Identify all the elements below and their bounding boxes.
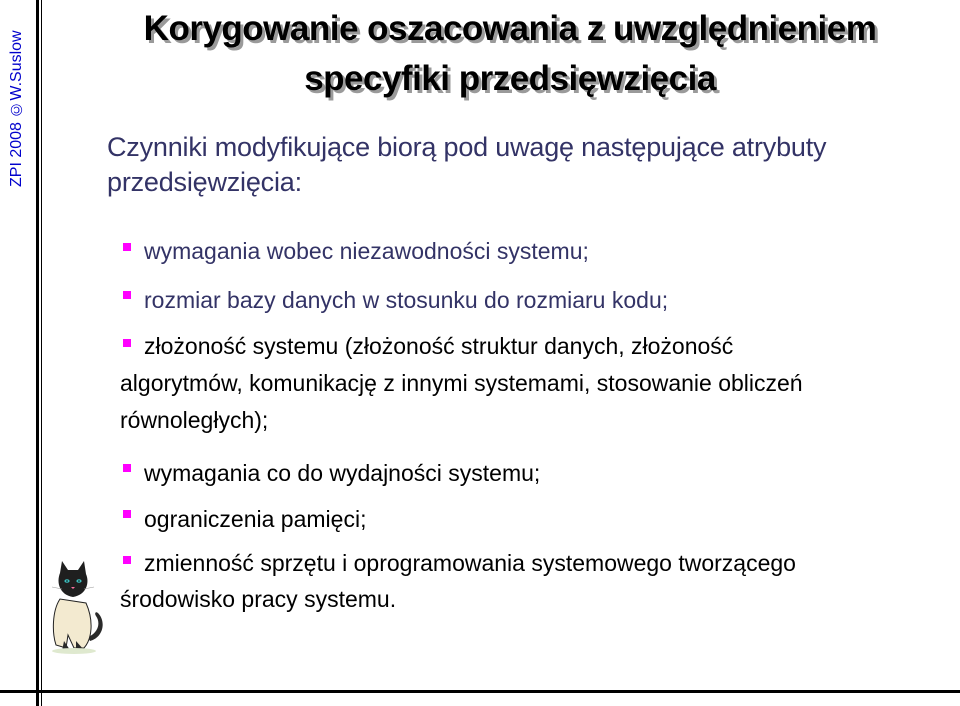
- bullet-item: [120, 328, 950, 439]
- bullet-text: [120, 328, 950, 439]
- bullet-list: [120, 232, 950, 617]
- left-rule: [36, 0, 39, 706]
- bullet-text-line-3: równoległych);: [120, 407, 269, 433]
- slide-title: [100, 4, 920, 104]
- bullet-square-icon: [123, 556, 131, 564]
- title-line-2: specyfiki przedsięwzięcia: [304, 59, 716, 98]
- bullet-text-line-1: złożoność systemu (złożoność struktur danych, złożoność: [144, 333, 734, 359]
- side-label: ZPI 2008 ©W.Suslow: [8, 30, 25, 188]
- bullet-item: [120, 280, 950, 320]
- bullet-item: [120, 499, 950, 539]
- bullet-text-line-1: zmienność sprzętu i oprogramowania systemowego tworzącego: [144, 550, 796, 576]
- left-rule-thin: [41, 0, 42, 706]
- bottom-rule: [0, 690, 960, 693]
- bullet-text: rozmiar bazy danych w stosunku do rozmiaru kodu;: [144, 287, 669, 313]
- bullet-square-icon: [123, 291, 131, 299]
- bullet-square-icon: [123, 243, 131, 251]
- bullet-square-icon: [123, 464, 131, 472]
- bullet-text: [120, 550, 950, 617]
- bullet-square-icon: [123, 339, 131, 347]
- title-line-1: Korygowanie oszacowania z uwzględnieniem: [143, 9, 877, 48]
- bullet-square-icon: [123, 510, 131, 518]
- bullet-text-line-2: algorytmów, komunikację z innymi systemami, stosowanie obliczeń: [120, 370, 803, 396]
- bullet-item: [120, 545, 950, 617]
- bullet-text: ograniczenia pamięci;: [144, 506, 367, 532]
- bullet-text-line-2: środowisko pracy systemu.: [120, 586, 397, 612]
- bullet-item: [120, 453, 950, 493]
- intro-text: Czynniki modyfikujące biorą pod uwagę następujące atrybuty przedsięwzięcia:: [107, 132, 827, 197]
- bullet-text: wymagania co do wydajności systemu;: [144, 460, 541, 486]
- cat-icon: [46, 555, 108, 655]
- bullet-text: wymagania wobec niezawodności systemu;: [144, 238, 589, 264]
- bullet-item: [120, 232, 950, 270]
